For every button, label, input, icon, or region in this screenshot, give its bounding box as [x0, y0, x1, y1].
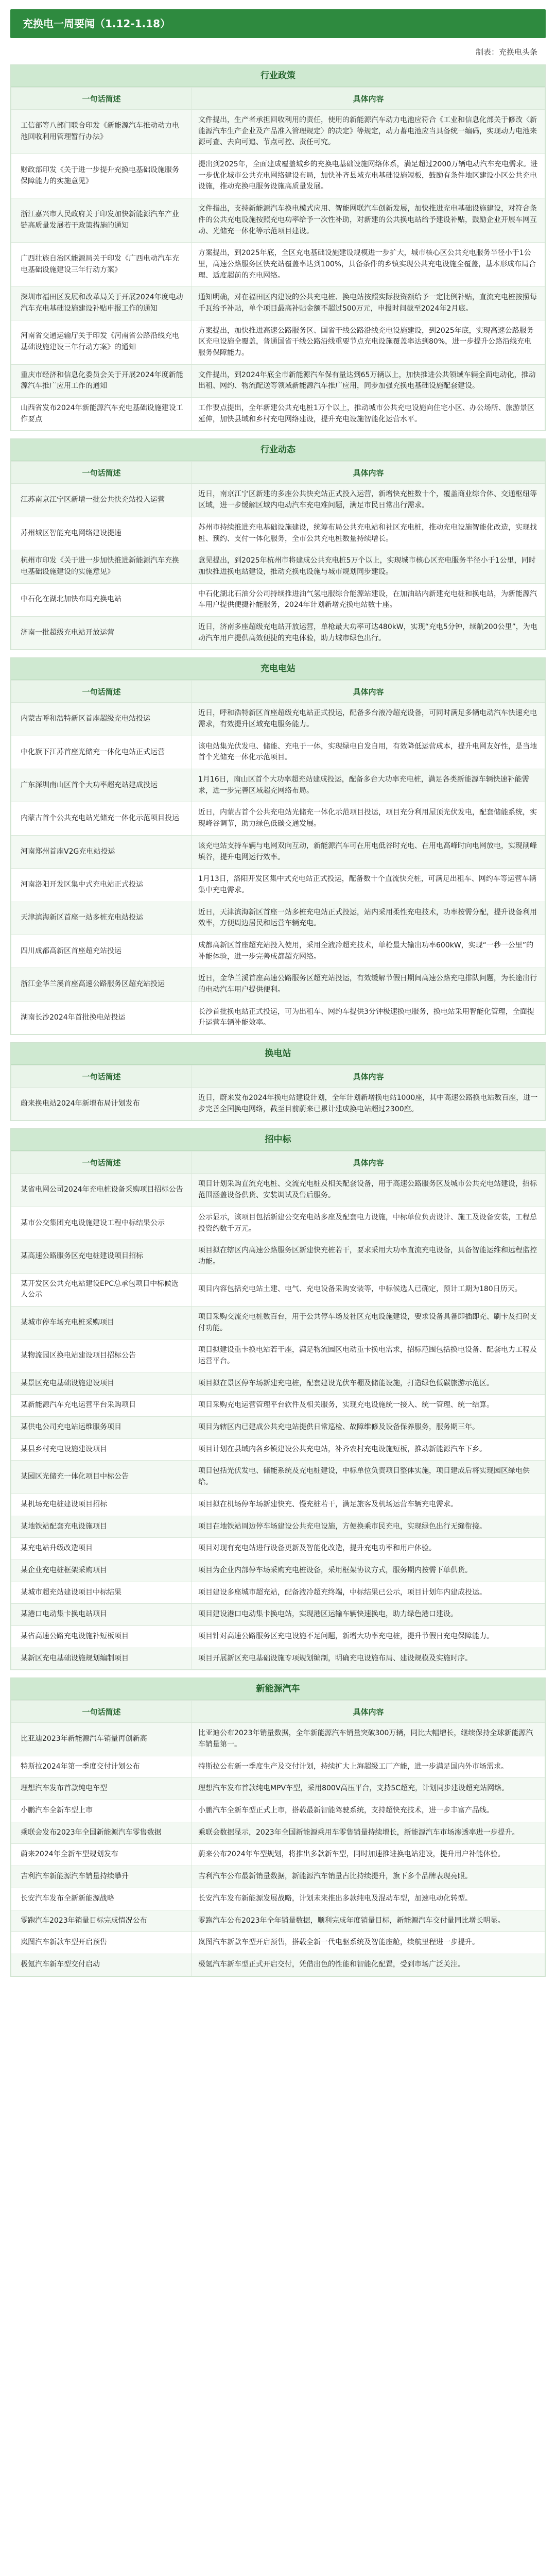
table-row	[11, 769, 545, 802]
row-details: 项目计划采购直流充电桩、交流充电桩及相关配套设备，用于高速公路服务区及城市公共充电站建设，招标范围涵盖设备供货、安装调试及售后服务。	[192, 1174, 545, 1207]
table-row	[11, 1240, 545, 1273]
row-summary: 河南省交通运输厅关于印发《河南省公路沿线充电基础设施建设三年行动方案》的通知	[11, 320, 192, 364]
table-row	[11, 154, 545, 198]
row-details: 项目内容包括充电站土建、电气、充电设备采购安装等，中标候选人已确定，预计工期为180日历天。	[192, 1273, 545, 1306]
row-details: 文件提出，生产者承担回收利用的责任，使用的新能源汽车动力电池应符合《工业和信息化部关于修改〈新能源汽车生产企业及产品准入管理规定〉的决定》等规定，动力蓄电池应当具备统一编码，实现动力电池来源可查、去向可追、节点可控、责任可究。	[192, 110, 545, 154]
header-details: 具体内容	[192, 462, 545, 484]
row-summary: 极氪汽车新车型交付启动	[11, 1954, 192, 1976]
table-row	[11, 703, 545, 736]
row-details: 乘联会数据显示，2023年全国新能源乘用车零售销量持续增长，新能源汽车市场渗透率进一步提升。	[192, 1822, 545, 1844]
row-details: 1月16日，南山区首个大功率超充站建成投运，配备多台大功率充电桩，满足各类新能源车辆快速补能需求，进一步完善区域超充网络布局。	[192, 769, 545, 802]
row-details: 项目包括光伏发电、储能系统及充电桩建设，中标单位负责项目整体实施，项目建成后将实现园区绿电供给。	[192, 1461, 545, 1494]
row-summary: 某机场充电桩建设项目招标	[11, 1494, 192, 1516]
row-summary: 深圳市福田区发展和改革局关于开展2024年度电动汽车充电基础设施建设补贴申报工作的通知	[11, 287, 192, 320]
row-summary: 某港口电动集卡换电站项目	[11, 1604, 192, 1626]
table-row	[11, 1395, 545, 1417]
news-table	[11, 680, 545, 1035]
row-summary: 长安汽车发布全新新能源战略	[11, 1888, 192, 1910]
row-summary: 某市公交集团充电设施建设工程中标结果公示	[11, 1207, 192, 1240]
news-table	[11, 1151, 545, 1670]
row-summary: 天津滨海新区首座一站多桩充电站投运	[11, 902, 192, 935]
row-details: 零跑汽车公布2023年全年销量数据，顺利完成年度销量目标，新能源汽车交付量同比增长明显。	[192, 1910, 545, 1932]
row-details: 近日，蔚来发布2024年换电站建设计划，全年计划新增换电站1000座，其中高速公路换电站数百座，进一步完善全国换电网络，截至目前蔚来已累计建成换电站超过2300座。	[192, 1088, 545, 1121]
header-details: 具体内容	[192, 1151, 545, 1174]
row-summary: 某新能源汽车充电运营平台采购项目	[11, 1395, 192, 1417]
table-row	[11, 1822, 545, 1844]
row-details: 近日，金华兰溪首座高速公路服务区超充站投运，有效缓解节假日期间高速公路充电排队问题，为长途出行的电动汽车用户提供便利。	[192, 968, 545, 1001]
row-summary: 内蒙古呼和浩特新区首座超级充电站投运	[11, 703, 192, 736]
table-row	[11, 1756, 545, 1778]
row-details: 蔚来公布2024年车型规划，将推出多款新车型，同时加速推进换电站建设，提升用户补能体验。	[192, 1844, 545, 1866]
table-row	[11, 1273, 545, 1306]
row-details: 项目为企业内部停车场采购充电桩设备，采用框架协议方式，服务期内按需下单供货。	[192, 1560, 545, 1582]
news-section	[10, 1042, 546, 1121]
table-row	[11, 1088, 545, 1121]
row-summary: 广东深圳南山区首个大功率超充站建成投运	[11, 769, 192, 802]
row-summary: 比亚迪2023年新能源汽车销量再创新高	[11, 1723, 192, 1756]
row-summary: 岚图汽车新款车型开启预售	[11, 1932, 192, 1954]
row-details: 工作要点提出，全年新建公共充电桩1万个以上，推动城市公共充电设施向住宅小区、办公场所、旅游景区延伸，加快县域和乡村充电网络建设，提升充电设施智能化运营水平。	[192, 398, 545, 431]
row-details: 苏州市持续推进充电基础设施建设，统筹布局公共充电站和社区充电桩，推动充电设施智能化改造，实现找桩、预约、支付一体化服务，全市公共充电桩数量持续增长。	[192, 517, 545, 550]
header-summary: 一句话简述	[11, 88, 192, 110]
row-details: 方案提出，加快推进高速公路服务区、国省干线公路沿线充电设施建设，到2025年底，实现高速公路服务区充电设施全覆盖，普通国省干线公路沿线重要节点充电设施覆盖率达到80%，进一步提升公路沿线充电服务保障能力。	[192, 320, 545, 364]
row-details: 项目在地铁站周边停车场建设公共充电设施，方便换乘市民充电，实现绿色出行无缝衔接。	[192, 1516, 545, 1538]
section-title: 充电电站	[11, 658, 545, 680]
section-title: 招中标	[11, 1129, 545, 1151]
table-header-row	[11, 462, 545, 484]
table-row	[11, 1800, 545, 1822]
row-summary: 某地铁站配套充电设施项目	[11, 1516, 192, 1538]
row-details: 岚图汽车新款车型开启预售，搭载全新一代电驱系统及智能座舱，续航里程进一步提升。	[192, 1932, 545, 1954]
row-summary: 某县乡村充电设施建设项目	[11, 1438, 192, 1461]
table-row	[11, 1516, 545, 1538]
row-summary: 某景区充电基础设施建设项目	[11, 1372, 192, 1395]
row-summary: 某开发区公共充电站建设EPC总承包项目中标候选人公示	[11, 1273, 192, 1306]
table-row	[11, 1538, 545, 1560]
table-header-row	[11, 88, 545, 110]
row-details: 项目拟在景区停车场新建充电桩，配套建设光伏车棚及储能设施，打造绿色低碳旅游示范区。	[192, 1372, 545, 1395]
table-row	[11, 364, 545, 397]
table-header-row	[11, 1151, 545, 1174]
row-details: 意见提出，到2025年杭州市将建成公共充电桩5万个以上，实现城市核心区充电服务半径小于1公里，同时加快推进换电站建设，推动充换电设施与城市规划同步建设。	[192, 550, 545, 583]
row-summary: 零跑汽车2023年销量目标完成情况公布	[11, 1910, 192, 1932]
row-details: 项目采购交流充电桩数百台，用于公共停车场及社区充电设施建设，要求设备具备即插即充、刷卡及扫码支付功能。	[192, 1306, 545, 1339]
row-details: 近日，南京江宁区新建的多座公共快充站正式投入运营，新增快充桩数十个，覆盖商业综合体、交通枢纽等区域，进一步缓解区域内电动汽车充电难问题，满足市民日常出行需求。	[192, 484, 545, 517]
row-summary: 某省高速公路充电设施补短板项目	[11, 1625, 192, 1648]
header-summary: 一句话简述	[11, 1065, 192, 1088]
table-row	[11, 198, 545, 243]
news-section	[10, 1128, 546, 1670]
row-summary: 广西壮族自治区能源局关于印发《广西电动汽车充电基础设施建设三年行动方案》	[11, 243, 192, 287]
table-row	[11, 320, 545, 364]
source-label: 制表：充换电头条	[475, 47, 537, 57]
table-row	[11, 1954, 545, 1976]
row-details: 项目为辖区内已建成公共充电站提供日常巡检、故障维修及设备保养服务，服务期三年。	[192, 1417, 545, 1439]
row-summary: 工信部等八部门联合印发《新能源汽车推动动力电池回收利用管理暂行办法》	[11, 110, 192, 154]
row-summary: 某充电站升级改造项目	[11, 1538, 192, 1560]
row-summary: 乘联会发布2023年全国新能源汽车零售数据	[11, 1822, 192, 1844]
table-header-row	[11, 681, 545, 703]
table-row	[11, 243, 545, 287]
row-summary: 蔚来2024年全新车型规划发布	[11, 1844, 192, 1866]
row-details: 项目开展新区充电基础设施专项规划编制，明确充电设施布局、建设规模及实施时序。	[192, 1648, 545, 1670]
row-summary: 某省电网公司2024年充电桩设备采购项目招标公告	[11, 1174, 192, 1207]
header-summary: 一句话简述	[11, 1151, 192, 1174]
news-table	[11, 1065, 545, 1121]
table-row	[11, 869, 545, 902]
row-details: 项目建设多座城市超充站，配备液冷超充终端，中标结果已公示，项目计划年内建成投运。	[192, 1582, 545, 1604]
table-row	[11, 1778, 545, 1800]
table-row	[11, 1888, 545, 1910]
table-header-row	[11, 1701, 545, 1723]
table-row	[11, 1438, 545, 1461]
row-details: 小鹏汽车全新车型正式上市，搭载最新智能驾驶系统，支持超快充技术，进一步丰富产品线。	[192, 1800, 545, 1822]
header-details: 具体内容	[192, 1065, 545, 1088]
row-details: 项目对现有充电站进行设备更新及智能化改造，提升充电功率和用户体验。	[192, 1538, 545, 1560]
row-details: 理想汽车发布首款纯电MPV车型，采用800V高压平台，支持5C超充，计划同步建设超充站网络。	[192, 1778, 545, 1800]
table-row	[11, 484, 545, 517]
page-title: 充换电一周要闻（1.12-1.18）	[10, 9, 546, 38]
row-details: 特斯拉公布新一季度生产及交付计划，持续扩大上海超级工厂产能，进一步满足国内外市场需求。	[192, 1756, 545, 1778]
news-table	[11, 1700, 545, 1976]
row-details: 文件指出，支持新能源汽车换电模式应用、智能网联汽车创新发展，加快推进充电基础设施建设，对符合条件的公共充电设施按照充电功率给予一次性补助，对新建的公共换电站给予建设补贴，鼓励企业开展车网互动、光储充一体化等示范项目建设。	[192, 198, 545, 243]
section-title: 行业政策	[11, 65, 545, 87]
row-summary: 浙江金华兰溪首座高速公路服务区超充站投运	[11, 968, 192, 1001]
row-details: 近日，济南多座超级充电站开放运营，单枪最大功率可达480kW，实现“充电5分钟，续航200公里”，为电动汽车用户提供高效便捷的充电体验，助力城市绿色出行。	[192, 616, 545, 649]
row-details: 该充电站支持车辆与电网双向互动，新能源汽车可在用电低谷时充电、在用电高峰时向电网放电，实现削峰填谷，提升电网运行效率。	[192, 835, 545, 868]
table-row	[11, 1174, 545, 1207]
table-row	[11, 517, 545, 550]
row-summary: 财政部印发《关于进一步提升充换电基础设施服务保障能力的实施意见》	[11, 154, 192, 198]
news-section	[10, 64, 546, 431]
row-details: 通知明确，对在福田区内建设的公共充电桩、换电站按照实际投资额给予一定比例补贴，直流充电桩按照每千瓦给予补贴，单个项目最高补贴金额不超过500万元，申报时间截至2024年2月底。	[192, 287, 545, 320]
row-details: 长安汽车发布新能源发展战略，计划未来推出多款纯电及混动车型，加速电动化转型。	[192, 1888, 545, 1910]
table-row	[11, 1340, 545, 1372]
table-row	[11, 1625, 545, 1648]
table-row	[11, 802, 545, 835]
row-summary: 某企业充电桩框架采购项目	[11, 1560, 192, 1582]
row-summary: 吉利汽车新能源汽车销量持续攀升	[11, 1866, 192, 1888]
row-summary: 某高速公路服务区充电桩建设项目招标	[11, 1240, 192, 1273]
row-summary: 河南洛阳开发区集中式充电站正式投运	[11, 869, 192, 902]
row-summary: 某物流园区换电站建设项目招标公告	[11, 1340, 192, 1372]
table-row	[11, 1306, 545, 1339]
table-row	[11, 736, 545, 769]
table-row	[11, 110, 545, 154]
row-details: 项目拟在辖区内高速公路服务区新建快充桩若干，要求采用大功率直流充电设备，具备智能运维和远程监控功能。	[192, 1240, 545, 1273]
row-details: 公示显示，该项目包括新建公交充电站多座及配套电力设施，中标单位负责设计、施工及设备安装，工程总投资约数千万元。	[192, 1207, 545, 1240]
row-details: 项目计划在县域内各乡镇建设公共充电站，补齐农村充电设施短板，推动新能源汽车下乡。	[192, 1438, 545, 1461]
table-row	[11, 1582, 545, 1604]
row-summary: 某园区光储充一体化项目中标公告	[11, 1461, 192, 1494]
row-details: 1月13日，洛阳开发区集中式充电站正式投运，配备数十个直流快充桩，可满足出租车、网约车等运营车辆集中充电需求。	[192, 869, 545, 902]
table-row	[11, 968, 545, 1001]
table-row	[11, 1207, 545, 1240]
table-row	[11, 1417, 545, 1439]
row-summary: 某新区充电基础设施规划编制项目	[11, 1648, 192, 1670]
table-row	[11, 935, 545, 968]
row-summary: 理想汽车发布首款纯电车型	[11, 1778, 192, 1800]
table-row	[11, 902, 545, 935]
table-row	[11, 1723, 545, 1756]
row-summary: 济南一批超级充电站开放运营	[11, 616, 192, 649]
row-details: 项目针对高速公路服务区充电设施不足问题，新增大功率充电桩，提升节假日充电保障能力。	[192, 1625, 545, 1648]
row-summary: 河南郑州首座V2G充电站投运	[11, 835, 192, 868]
table-row	[11, 583, 545, 616]
table-row	[11, 287, 545, 320]
row-details: 中石化湖北石油分公司持续推进油气氢电服综合能源站建设，在加油站内新建充电桩和换电站，为新能源汽车用户提供便捷补能服务，2024年计划新增充换电站数十座。	[192, 583, 545, 616]
row-summary: 某城市停车场充电桩采购项目	[11, 1306, 192, 1339]
row-details: 近日，天津滨海新区首座一站多桩充电站正式投运，站内采用柔性充电技术，功率按需分配，提升设备利用效率，方便周边居民和运营车辆充电。	[192, 902, 545, 935]
table-row	[11, 1866, 545, 1888]
news-table	[11, 87, 545, 431]
table-row	[11, 550, 545, 583]
row-details: 项目采购充电运营管理平台软件及相关服务，实现充电设施统一接入、统一管理、统一结算。	[192, 1395, 545, 1417]
table-row	[11, 1001, 545, 1034]
row-summary: 浙江嘉兴市人民政府关于印发加快新能源汽车产业链高质量发展若干政策措施的通知	[11, 198, 192, 243]
header-summary: 一句话简述	[11, 462, 192, 484]
row-summary: 山西省发布2024年新能源汽车充电基础设施建设工作要点	[11, 398, 192, 431]
table-row	[11, 616, 545, 649]
row-summary: 中石化在湖北加快布局充换电站	[11, 583, 192, 616]
table-row	[11, 1494, 545, 1516]
table-row	[11, 1372, 545, 1395]
row-details: 近日，呼和浩特新区首座超级充电站正式投运，配备多台液冷超充设备，可同时满足多辆电动汽车快速充电需求，有效提升区域充电服务能力。	[192, 703, 545, 736]
row-summary: 苏州城区智能充电网络建设提速	[11, 517, 192, 550]
section-title: 新能源汽车	[11, 1678, 545, 1700]
row-summary: 某城市超充站建设项目中标结果	[11, 1582, 192, 1604]
table-row	[11, 1932, 545, 1954]
row-summary: 中化旗下江苏首座光储充一体化电站正式运营	[11, 736, 192, 769]
row-details: 极氪汽车新车型正式开启交付，凭借出色的性能和智能化配置，受到市场广泛关注。	[192, 1954, 545, 1976]
row-summary: 四川成都高新区首座超充站投运	[11, 935, 192, 968]
row-summary: 内蒙古首个公共充电站光储充一体化示范项目投运	[11, 802, 192, 835]
row-summary: 江苏南京江宁区新增一批公共快充站投入运营	[11, 484, 192, 517]
table-row	[11, 835, 545, 868]
footer-space	[10, 1977, 546, 1997]
news-section	[10, 438, 546, 650]
row-summary: 小鹏汽车全新车型上市	[11, 1800, 192, 1822]
table-header-row	[11, 1065, 545, 1088]
row-details: 成都高新区首座超充站投入使用，采用全液冷超充技术，单枪最大输出功率600kW，实现“一秒一公里”的补能体验，进一步完善成都超充网络。	[192, 935, 545, 968]
header-summary: 一句话简述	[11, 1701, 192, 1723]
row-details: 该电站集光伏发电、储能、充电于一体，实现绿电自发自用，有效降低运营成本，提升电网友好性，是当地首个光储充一体化示范项目。	[192, 736, 545, 769]
news-section	[10, 1677, 546, 1976]
row-details: 文件提出，到2024年底全市新能源汽车保有量达到65万辆以上，加快推进公共领域车辆全面电动化，推动出租、网约、物流配送等领域新能源汽车推广应用，同步加强充换电基础设施配套建设。	[192, 364, 545, 397]
table-row	[11, 1560, 545, 1582]
table-row	[11, 1461, 545, 1494]
row-details: 近日，内蒙古首个公共充电站光储充一体化示范项目投运，项目充分利用屋顶光伏发电，配套储能系统，实现峰谷调节，助力绿色低碳交通发展。	[192, 802, 545, 835]
row-summary: 杭州市印发《关于进一步加快推进新能源汽车充换电基础设施建设的实施意见》	[11, 550, 192, 583]
header-details: 具体内容	[192, 88, 545, 110]
row-summary: 湖南长沙2024年首批换电站投运	[11, 1001, 192, 1034]
row-details: 项目拟建设重卡换电站若干座，满足物流园区电动重卡换电需求，招标范围包括换电设备、配套电力工程及运营平台。	[192, 1340, 545, 1372]
row-details: 项目建设港口电动集卡换电站，实现港区运输车辆快速换电，助力绿色港口建设。	[192, 1604, 545, 1626]
row-details: 项目拟在机场停车场新建快充、慢充桩若干，满足旅客及机场运营车辆充电需求。	[192, 1494, 545, 1516]
header-details: 具体内容	[192, 681, 545, 703]
row-summary: 重庆市经济和信息化委员会关于开展2024年度新能源汽车推广应用工作的通知	[11, 364, 192, 397]
row-details: 方案提出，到2025年底，全区充电基础设施建设规模进一步扩大，城市核心区公共充电服务半径小于1公里，高速公路服务区快充站覆盖率达到100%，具备条件的乡镇实现公共充电设施全覆盖，基本形成布局合理、适度超前的充电网络。	[192, 243, 545, 287]
table-row	[11, 1604, 545, 1626]
news-section	[10, 657, 546, 1035]
section-title: 行业动态	[11, 439, 545, 461]
table-row	[11, 1648, 545, 1670]
header-summary: 一句话简述	[11, 681, 192, 703]
row-summary: 特斯拉2024年第一季度交付计划公布	[11, 1756, 192, 1778]
header-details: 具体内容	[192, 1701, 545, 1723]
row-details: 吉利汽车公布最新销量数据，新能源汽车销量占比持续提升，旗下多个品牌表现亮眼。	[192, 1866, 545, 1888]
table-row	[11, 1844, 545, 1866]
row-details: 提出到2025年，全面建成覆盖城乡的充换电基础设施网络体系，满足超过2000万辆电动汽车充电需求。进一步优化城市公共充电网络建设布局，加快补齐县域充电基础设施短板，鼓励有条件地区建设小区公共充电设施，推动充换电服务设施高质量发展。	[192, 154, 545, 198]
news-table	[11, 461, 545, 650]
row-details: 长沙首批换电站正式投运，可为出租车、网约车提供3分钟极速换电服务，换电站采用智能化管理，全面提升运营车辆补能效率。	[192, 1001, 545, 1034]
row-summary: 蔚来换电站2024年新增布局计划发布	[11, 1088, 192, 1121]
sections-container	[10, 64, 546, 1977]
table-row	[11, 1910, 545, 1932]
section-title: 换电站	[11, 1043, 545, 1065]
row-summary: 某供电公司充电站运维服务项目	[11, 1417, 192, 1439]
table-row	[11, 398, 545, 431]
row-details: 比亚迪公布2023年销量数据，全年新能源汽车销量突破300万辆，同比大幅增长，继续保持全球新能源汽车销量第一。	[192, 1723, 545, 1756]
